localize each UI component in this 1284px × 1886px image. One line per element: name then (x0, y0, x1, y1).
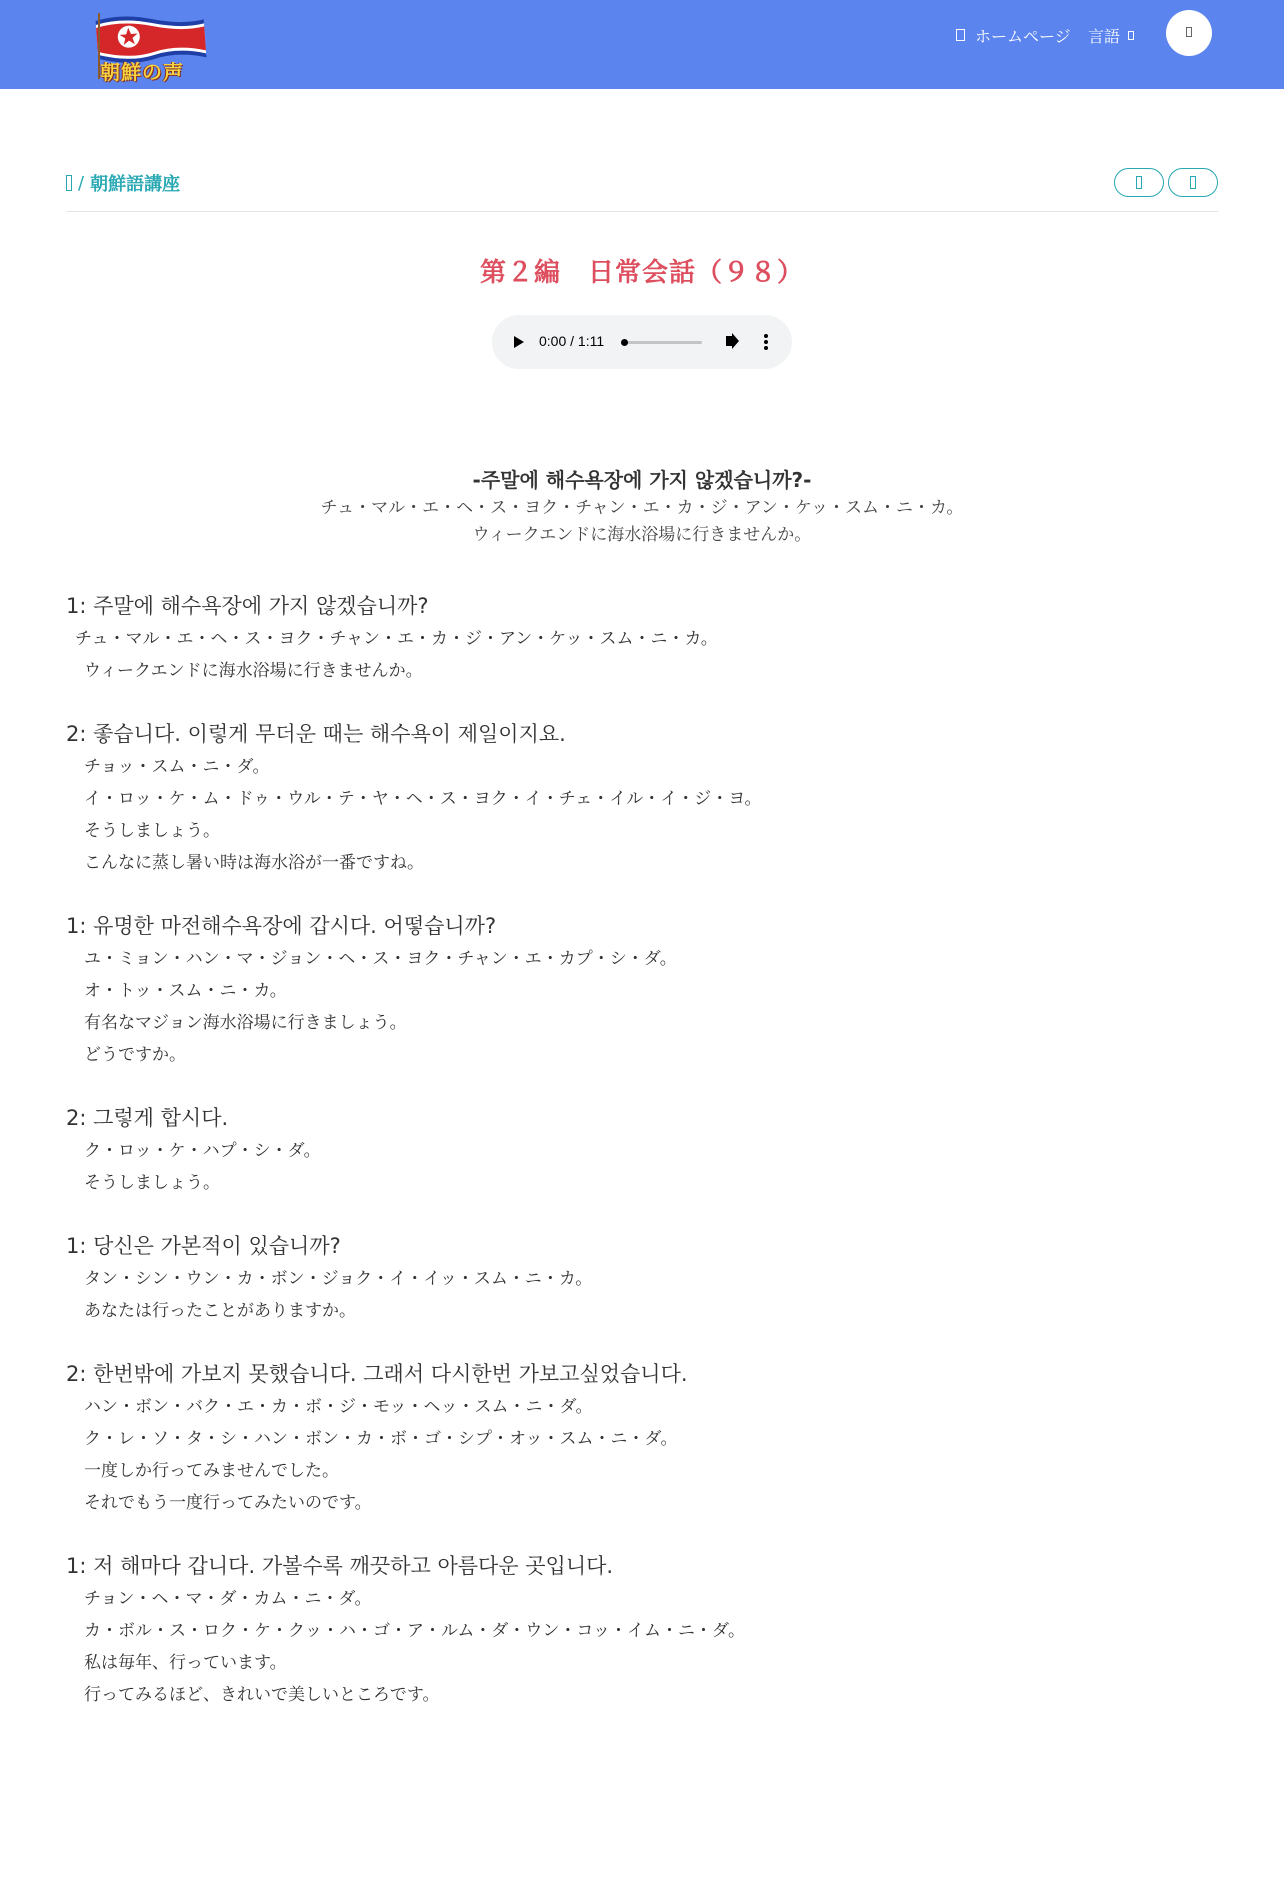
breadcrumb-current[interactable]: 朝鮮語講座 (90, 174, 181, 195)
dialogue-translation-line: チュ・マル・エ・ヘ・ス・ヨク・チャン・エ・カ・ジ・アン・ケッ・スム・ニ・カ。 (75, 629, 718, 649)
nav-language-dropdown[interactable] (1088, 24, 1134, 46)
dialogue-translation-line: ク・レ・ソ・タ・シ・ハン・ボン・カ・ボ・ゴ・シプ・オッ・スム・ニ・ダ。 (84, 1429, 678, 1449)
dialogue-translation-line: ユ・ミョン・ハン・マ・ジョン・ヘ・ス・ヨク・チャン・エ・カプ・シ・ダ。 (84, 949, 677, 969)
dialogue-korean-line: 2: 그렇게 합시다. (66, 1106, 229, 1130)
dialogue-translation-line: チョン・ヘ・マ・ダ・カム・ニ・ダ。 (84, 1589, 372, 1609)
dialogue-translation-line: 有名なマジョン海水浴場に行きましょう。 (84, 1013, 407, 1033)
audio-time: 0:00 / 1:11 (539, 333, 605, 349)
dialogue-translation-line: チョッ・スム・ニ・ダ。 (84, 757, 270, 777)
divider (66, 211, 1218, 212)
volume-icon[interactable] (726, 336, 732, 346)
chevron-left-icon (1136, 176, 1142, 189)
dialogue-translation-line: そうしましょう。 (84, 1173, 220, 1193)
dialogue-translation-line: こんなに蒸し暑い時は海水浴が一番ですね。 (84, 853, 424, 873)
dialogue-translation-line: ウィークエンドに海水浴場に行きませんか。 (84, 661, 423, 681)
site-header (0, 0, 1284, 89)
breadcrumb (66, 170, 180, 196)
breadcrumb-separator: / (78, 172, 85, 194)
audio-progress-track[interactable] (622, 341, 702, 344)
dialogue-translation-line: オ・トッ・スム・ニ・カ。 (84, 981, 287, 1001)
home-icon[interactable] (66, 175, 72, 191)
dialogue-translation-line: どうですか。 (84, 1045, 186, 1065)
prev-button[interactable] (1114, 168, 1164, 197)
dialogue-translation-line: ク・ロッ・ケ・ハプ・シ・ダ。 (84, 1141, 321, 1161)
nav-language-label: 言語 (1088, 26, 1121, 46)
subtitle-korean: -주말에 해수욕장에 가지 않겠습니까?- (472, 468, 812, 492)
audio-player[interactable] (492, 315, 792, 369)
page-title: 第２編 日常会話（９８） (479, 258, 804, 288)
dialogue-translation-line: 一度しか行ってみませんでした。 (84, 1461, 339, 1481)
dialogue-translation-line: 行ってみるほど、きれいで美しいところです。 (84, 1685, 440, 1705)
subtitle-kana: チュ・マル・エ・ヘ・ス・ヨク・チャン・エ・カ・ジ・アン・ケッ・スム・ニ・カ。 (320, 498, 964, 518)
dialogue-translation-line: タン・シン・ウン・カ・ボン・ジョク・イ・イッ・スム・ニ・カ。 (84, 1269, 593, 1289)
dialogue-translation-line: あなたは行ったことがありますか。 (84, 1301, 356, 1321)
search-icon (1186, 27, 1192, 37)
nav-home-label: ホームページ (975, 26, 1071, 46)
audio-progress-knob[interactable] (621, 339, 628, 346)
more-options-icon[interactable] (764, 334, 768, 350)
dialogue-translation-line: それでもう一度行ってみたいのです。 (84, 1493, 372, 1513)
logo-text: 朝鮮の声 (100, 60, 184, 84)
dialogue-translation-line: そうしましょう。 (84, 821, 220, 841)
play-icon[interactable] (514, 336, 524, 348)
chevron-down-icon (1128, 31, 1134, 40)
next-button[interactable] (1168, 168, 1218, 197)
dialogue-translation-line: 私は毎年、行っています。 (84, 1653, 287, 1673)
home-icon (956, 29, 965, 41)
dialogue-korean-line: 1: 당신은 가본적이 있습니까? (66, 1234, 341, 1258)
subtitle-japanese: ウィークエンドに海水浴場に行きませんか。 (472, 525, 812, 545)
dialogue-korean-line: 2: 좋습니다. 이렇게 무더운 때는 해수욕이 제일이지요. (66, 722, 566, 746)
dialogue-translation-line: カ・ボル・ス・ロク・ケ・クッ・ハ・ゴ・ア・ルム・ダ・ウン・コッ・イム・ニ・ダ。 (84, 1621, 745, 1641)
chevron-right-icon (1190, 176, 1196, 189)
search-button[interactable] (1166, 10, 1212, 56)
nav-home-link[interactable] (956, 24, 1071, 46)
dialogue-korean-line: 1: 저 해마다 갑니다. 가볼수록 깨끗하고 아름다운 곳입니다. (66, 1554, 614, 1578)
dialogue-korean-line: 2: 한번밖에 가보지 못했습니다. 그래서 다시한번 가보고싶었습니다. (66, 1362, 688, 1386)
dialogue-translation-line: ハン・ボン・バク・エ・カ・ボ・ジ・モッ・ヘッ・スム・ニ・ダ。 (84, 1397, 593, 1417)
dialogue-translation-line: イ・ロッ・ケ・ム・ドゥ・ウル・テ・ヤ・ヘ・ス・ヨク・イ・チェ・イル・イ・ジ・ヨ。 (84, 789, 762, 809)
dialogue-korean-line: 1: 주말에 해수욕장에 가지 않겠습니까? (66, 594, 429, 618)
dialogue-korean-line: 1: 유명한 마전해수욕장에 갑시다. 어떻습니까? (66, 914, 497, 938)
